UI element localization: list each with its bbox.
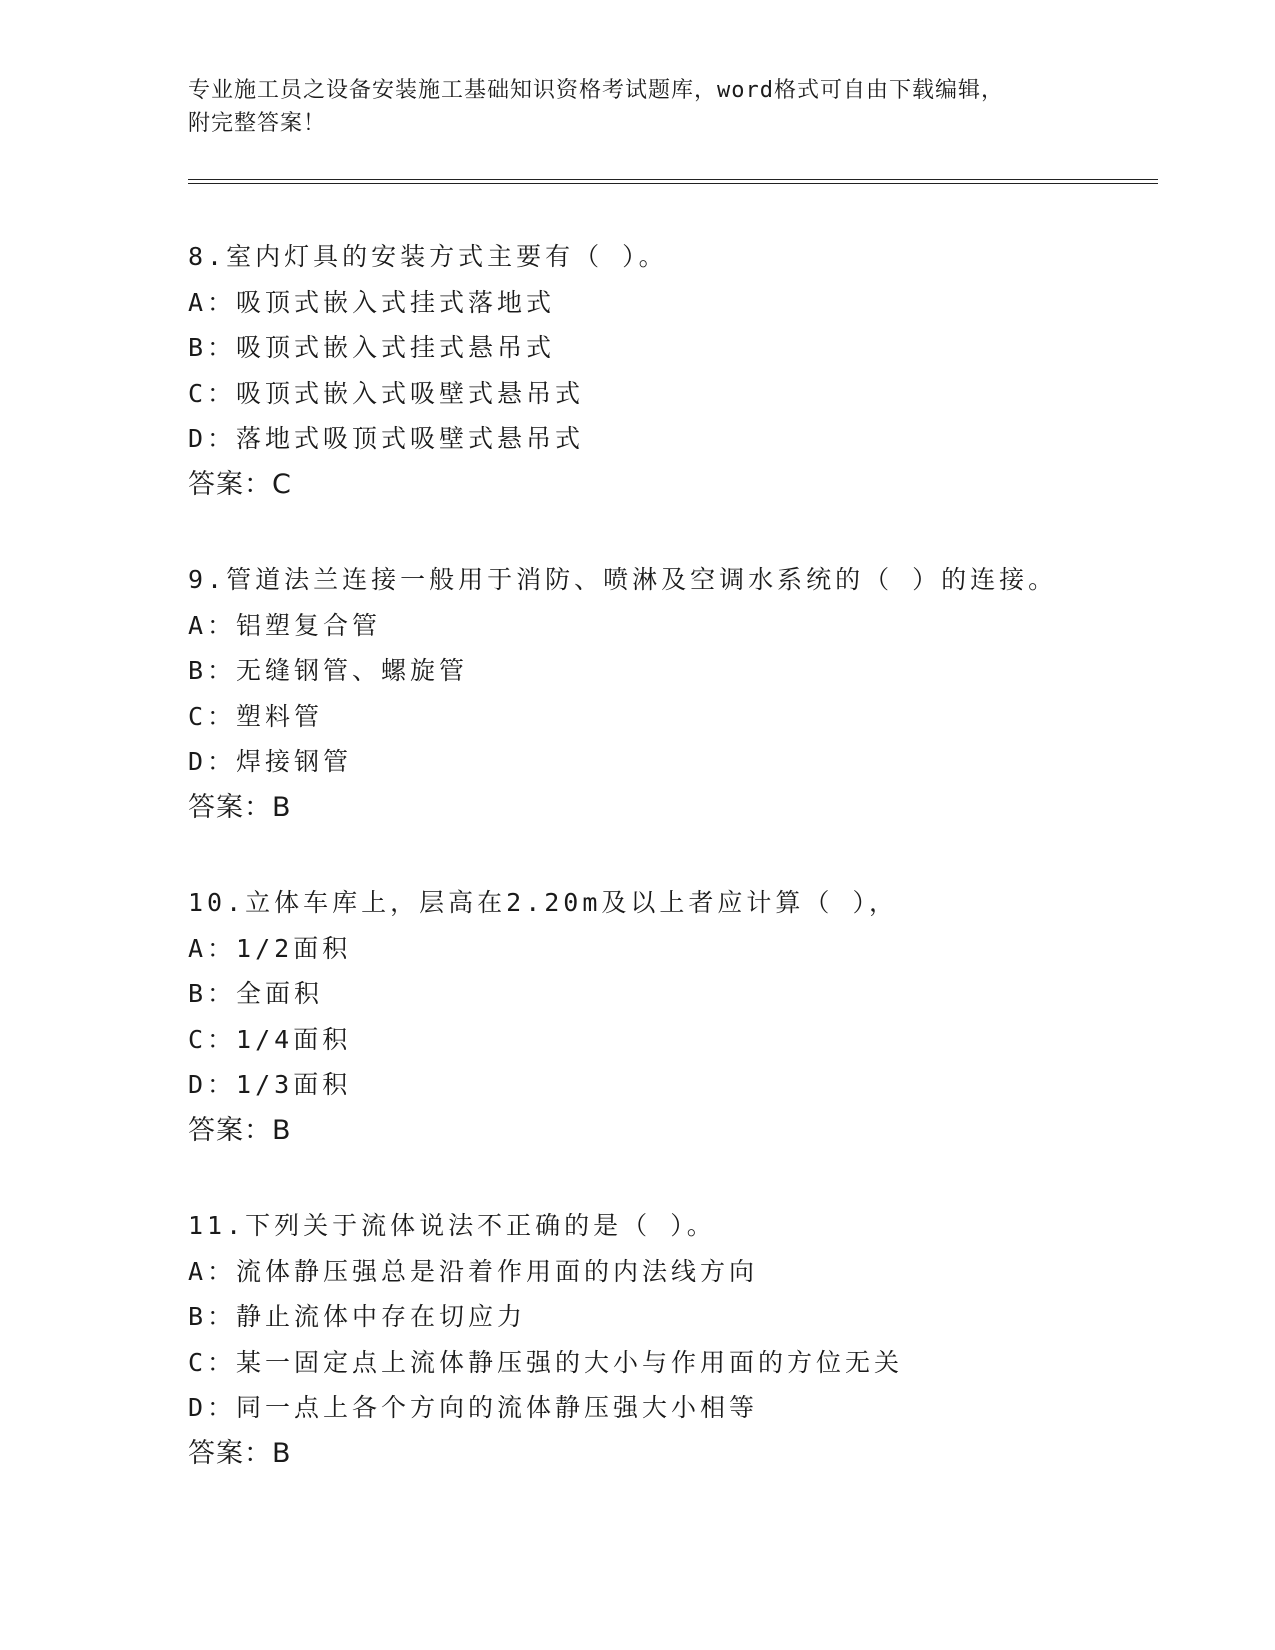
question-title: 9.管道法兰连接一般用于消防、喷淋及空调水系统的（ ）的连接。 <box>188 565 1058 594</box>
answer-line: 答案：B <box>188 1437 292 1469</box>
option-c: C：吸顶式嵌入式吸壁式悬吊式 <box>188 378 585 408</box>
question-8 <box>188 234 1148 507</box>
document-header <box>188 74 1088 140</box>
answer-line: 答案：B <box>188 791 292 823</box>
question-title: 8.室内灯具的安装方式主要有（ ）。 <box>188 242 668 271</box>
option-d: D：落地式吸顶式吸壁式悬吊式 <box>188 424 585 453</box>
question-title: 11.下列关于流体说法不正确的是（ ）。 <box>188 1211 716 1240</box>
answer-line: 答案：C <box>188 468 292 500</box>
question-title: 10.立体车库上，层高在2.20m及以上者应计算（ ）， <box>188 888 898 917</box>
question-9 <box>188 557 1148 830</box>
option-b: B：无缝钢管、螺旋管 <box>188 656 469 685</box>
option-b: B：静止流体中存在切应力 <box>188 1302 527 1331</box>
option-c: C：塑料管 <box>188 701 324 731</box>
option-a: A：铝塑复合管 <box>188 610 382 640</box>
option-b: B：吸顶式嵌入式挂式悬吊式 <box>188 333 556 362</box>
option-b: B：全面积 <box>188 979 324 1008</box>
option-c: C：1/4面积 <box>188 1024 352 1054</box>
question-11 <box>188 1203 1148 1476</box>
question-list <box>188 234 1148 1526</box>
option-d: D：焊接钢管 <box>188 747 353 776</box>
option-a: A：流体静压强总是沿着作用面的内法线方向 <box>188 1256 759 1286</box>
option-c: C：某一固定点上流体静压强的大小与作用面的方位无关 <box>188 1347 904 1377</box>
option-d: D：同一点上各个方向的流体静压强大小相等 <box>188 1393 759 1422</box>
question-10 <box>188 880 1148 1153</box>
header-line-1: 专业施工员之设备安装施工基础知识资格考试题库，word格式可自由下载编辑， <box>188 78 1004 103</box>
answer-line: 答案：B <box>188 1114 292 1146</box>
header-line-2: 附完整答案！ <box>188 111 327 136</box>
option-d: D：1/3面积 <box>188 1070 352 1099</box>
option-a: A：1/2面积 <box>188 933 352 963</box>
option-a: A：吸顶式嵌入式挂式落地式 <box>188 287 556 317</box>
header-divider-bottom <box>188 183 1158 184</box>
header-divider-top <box>188 179 1158 180</box>
